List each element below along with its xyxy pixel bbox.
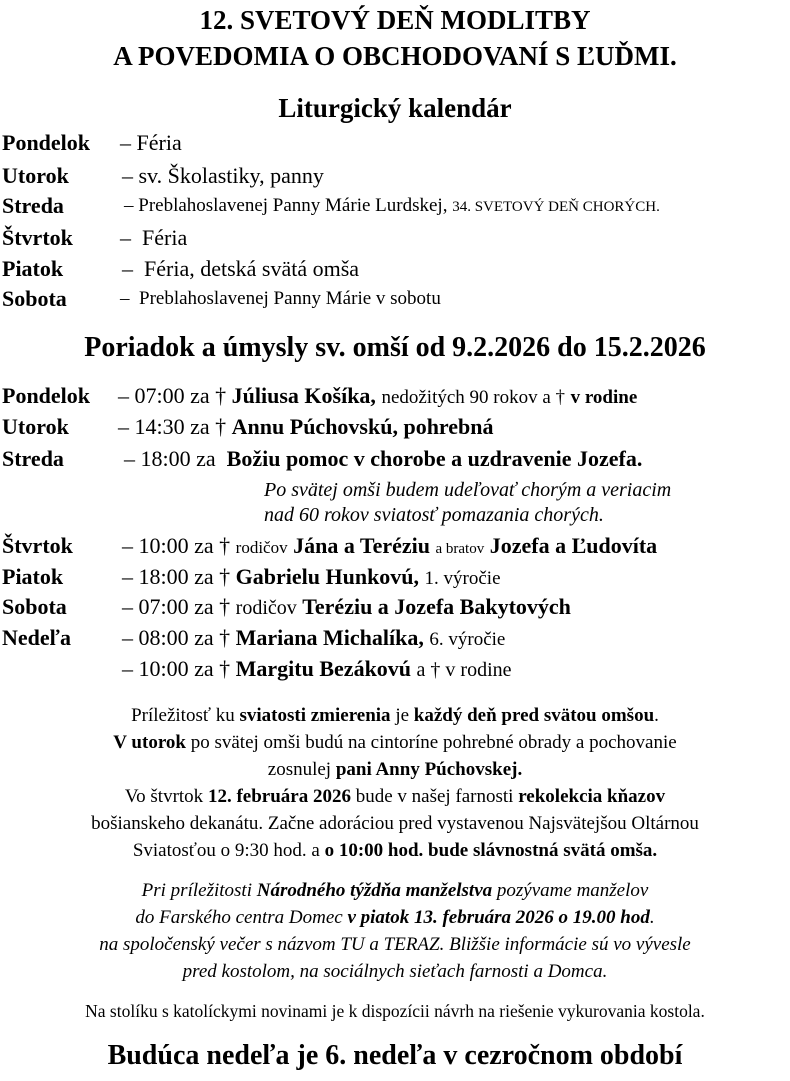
wednesday-note-1: Po svätej omši budem udeľovať chorým a veriacim — [264, 479, 672, 501]
calendar-row — [2, 286, 441, 312]
header-line-1: 12. SVETOVÝ DEŇ MODLITBY — [199, 5, 591, 35]
calendar-row — [2, 163, 324, 189]
mass-intention: Margitu Bezákovú — [235, 656, 412, 681]
mass-row-friday — [2, 564, 501, 590]
mass-row-saturday — [2, 594, 571, 620]
mass-detail: nedožitých 90 rokov a † — [381, 387, 566, 408]
calendar-text: sv. Školastiky, panny — [138, 163, 324, 188]
text: Sviatosťou o 9:30 hod. a — [132, 840, 325, 861]
header-line-2: A POVEDOMIA O OBCHODOVANÍ S ĽUĎMI. — [113, 41, 677, 71]
announcement-funeral-1 — [0, 730, 790, 756]
footer-next-sunday: Budúca nedeľa je 6. nedeľa v cezročnom období — [107, 1040, 683, 1071]
text: o 10:00 hod. bude slávnostná svätá omša. — [324, 840, 658, 861]
text: Pri príležitosti — [141, 880, 257, 901]
day-label: Streda — [2, 446, 64, 471]
text: 12. februára 2026 — [207, 786, 351, 807]
announcement-recollection-2: bošianskeho dekanátu. Začne adoráciou pred vystavenou Najsvätejšou Oltárnou — [91, 813, 699, 834]
calendar-row — [2, 193, 660, 219]
text: . — [649, 907, 655, 928]
text: pozývame manželov — [492, 880, 649, 901]
mass-time: – 10:00 za † — [122, 533, 231, 558]
text: každý deň pred svätou omšou — [413, 705, 655, 726]
calendar-row — [2, 256, 360, 282]
calendar-text: Preblahoslavenej Panny Márie Lurdskej, — [138, 195, 448, 216]
text: do Farského centra Domec — [135, 907, 348, 928]
mass-row-tuesday — [2, 414, 494, 440]
masses-title: Poriadok a úmysly sv. omší od 9.2.2026 do 15.2.2026 — [84, 332, 706, 363]
day-label: Sobota — [2, 594, 67, 619]
calendar-row — [2, 130, 182, 156]
wednesday-note-2: nad 60 rokov sviatosť pomazania chorých. — [264, 504, 604, 526]
announcement-funeral-2 — [0, 757, 790, 783]
invitation-line-3: na spoločenský večer s názvom TU a TERAZ. Bližšie informácie sú vo vývesle — [99, 934, 691, 955]
text: pani Anny Púchovskej. — [335, 759, 523, 780]
calendar-title: Liturgický kalendár — [278, 93, 512, 123]
mass-detail: rodičov — [235, 538, 288, 557]
day-label: Piatok — [2, 256, 64, 281]
mass-intention: v rodine — [570, 387, 638, 408]
mass-time: – 18:00 za — [124, 446, 216, 471]
calendar-text: Féria — [142, 225, 188, 250]
announcement-confession — [0, 703, 790, 729]
text: bude v našej farnosti — [350, 786, 519, 807]
mass-intention: Jozefa a Ľudovíta — [489, 533, 658, 558]
text: sviatosti zmierenia — [239, 705, 391, 726]
text: Vo štvrtok — [124, 786, 208, 807]
day-label: Pondelok — [2, 130, 91, 155]
day-label: Utorok — [2, 163, 69, 188]
text: Národného týždňa manželstva — [256, 880, 493, 901]
mass-time: – 14:30 za † — [118, 414, 227, 439]
dash: – — [120, 288, 130, 309]
mass-time: – 07:00 za † — [122, 594, 231, 619]
dash: – — [124, 195, 134, 216]
mass-row-thursday — [2, 533, 658, 559]
newspaper-note: Na stolíku s katolíckymi novinami je k dispozícii návrh na riešenie vykurovania kostola. — [85, 1001, 705, 1021]
dash: – — [122, 256, 133, 281]
text: V utorok — [113, 732, 186, 753]
mass-detail: a bratov — [435, 541, 485, 557]
announcement-recollection-3 — [0, 838, 790, 864]
mass-intention: Jána a Teréziu — [293, 533, 430, 558]
day-label: Pondelok — [2, 383, 91, 408]
mass-detail: a † v rodine — [416, 659, 512, 681]
day-label: Nedeľa — [2, 625, 71, 650]
text: po svätej omši budú na cintoríne pohrebné obrady a pochovanie — [185, 732, 677, 753]
calendar-text: Féria, detská svätá omša — [144, 256, 360, 281]
mass-row-monday — [2, 383, 638, 409]
invitation-line-1 — [0, 878, 790, 904]
calendar-text: Preblahoslavenej Panny Márie v sobotu — [139, 288, 441, 309]
mass-intention: Júliusa Košíka, — [231, 383, 376, 408]
announcement-recollection-1 — [0, 784, 790, 810]
mass-time: – 10:00 za † — [122, 656, 231, 681]
dash: – — [120, 130, 131, 155]
text: rekolekcia kňazov — [518, 786, 666, 807]
mass-intention: Božiu pomoc v chorobe a uzdravenie Jozefa. — [226, 446, 643, 471]
text: Príležitosť ku — [131, 705, 240, 726]
mass-time: – 18:00 za † — [122, 564, 231, 589]
invitation-line-2 — [0, 905, 790, 931]
calendar-extra: 34. SVETOVÝ DEŇ CHORÝCH. — [452, 199, 660, 215]
mass-row-sunday-2 — [122, 656, 512, 683]
dash: – — [122, 163, 133, 188]
mass-row-wednesday — [2, 446, 643, 472]
text: v piatok 13. februára 2026 o 19.00 hod — [347, 907, 650, 928]
mass-intention: Mariana Michalíka, — [235, 625, 424, 650]
text: je — [390, 705, 414, 726]
invitation-line-4: pred kostolom, na sociálnych sieťach farnosti a Domca. — [182, 961, 608, 982]
day-label: Piatok — [2, 564, 64, 589]
mass-detail: rodičov — [235, 597, 297, 619]
text: zosnulej — [267, 759, 336, 780]
day-label: Štvrtok — [2, 533, 73, 558]
dash: – — [120, 225, 131, 250]
day-label: Utorok — [2, 414, 69, 439]
mass-intention: Annu Púchovskú, pohrebná — [231, 414, 494, 439]
day-label: Sobota — [2, 286, 67, 311]
mass-row-sunday — [2, 625, 506, 651]
day-label: Štvrtok — [2, 225, 73, 250]
mass-intention: Teréziu a Jozefa Bakytových — [302, 594, 571, 619]
mass-time: – 08:00 za † — [122, 625, 231, 650]
text: . — [654, 705, 659, 726]
calendar-text: Féria — [136, 130, 182, 155]
day-label: Streda — [2, 193, 64, 218]
mass-time: – 07:00 za † — [118, 383, 227, 408]
mass-intention: Gabrielu Hunkovú, — [235, 564, 420, 589]
calendar-row — [2, 225, 188, 251]
mass-detail: 6. výročie — [429, 629, 506, 650]
mass-detail: 1. výročie — [424, 568, 501, 589]
